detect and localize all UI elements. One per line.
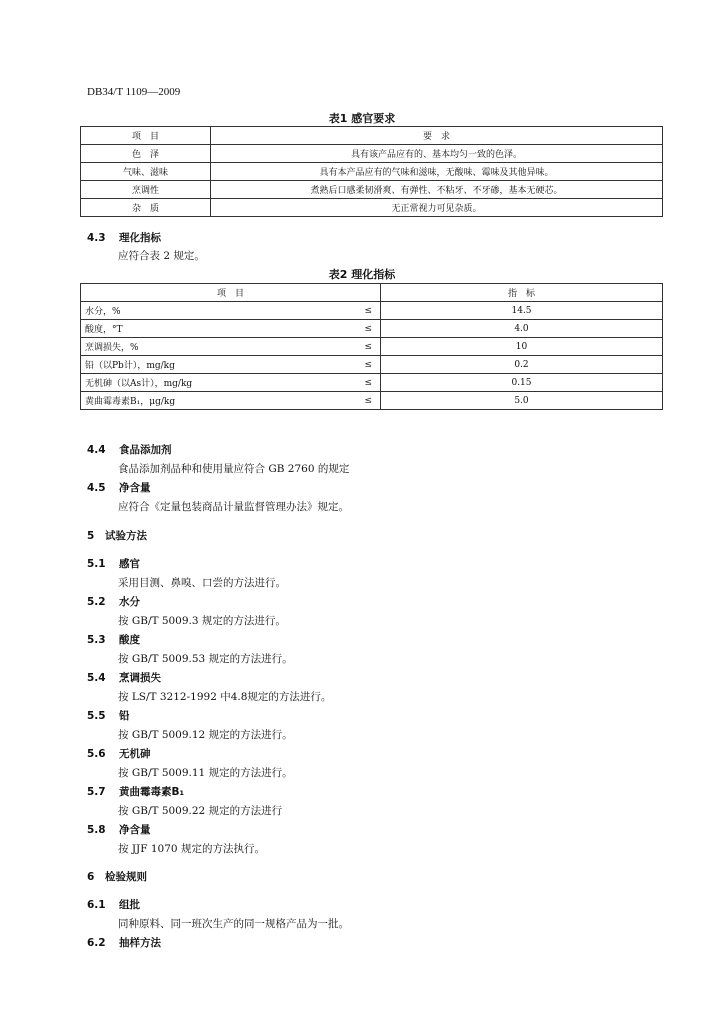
section-5-4-text: 按 LS/T 3212-1992 中4.8规定的方法进行。 (118, 691, 332, 703)
row-comparator: ≤ (281, 356, 381, 374)
section-4-3-text: 应符合表 2 规定。 (118, 250, 205, 262)
row-value: 0.15 (381, 374, 663, 392)
sensory-requirements-table (80, 126, 663, 217)
table-header-row (81, 284, 663, 302)
row-requirement: 煮熟后口感柔韧滑爽、有弹性、不粘牙、不牙碜，基本无硬芯。 (211, 181, 663, 199)
section-5-5-text: 按 GB/T 5009.12 规定的方法进行。 (118, 729, 293, 741)
section-5-4-heading: 5.4 烹调损失 (87, 672, 161, 684)
document-id: DB34/T 1109—2009 (87, 86, 181, 98)
row-requirement: 具有该产品应有的、基本均匀一致的色泽。 (211, 145, 663, 163)
header-requirement: 要 求 (211, 127, 663, 145)
section-5-8-heading: 5.8 净含量 (87, 824, 151, 836)
row-value: 10 (381, 338, 663, 356)
section-4-4-heading: 4.4 食品添加剂 (87, 444, 172, 456)
row-item: 无机砷（以As计），mg/kg (81, 374, 281, 392)
section-5-5-heading: 5.5 铅 (87, 710, 130, 722)
row-item: 铅（以Pb计），mg/kg (81, 356, 281, 374)
table-row (81, 392, 663, 410)
table-row (81, 356, 663, 374)
table2-caption: 表2 理化指标 (328, 268, 396, 281)
row-item: 烹调损失，% (81, 338, 281, 356)
row-requirement: 无正常视力可见杂质。 (211, 199, 663, 217)
row-comparator: ≤ (281, 392, 381, 410)
header-index: 指 标 (381, 284, 663, 302)
row-item: 杂 质 (81, 199, 211, 217)
row-comparator: ≤ (281, 374, 381, 392)
section-5-8-text: 按 JJF 1070 规定的方法执行。 (118, 843, 265, 855)
table-row (81, 163, 663, 181)
section-5-1-heading: 5.1 感官 (87, 558, 140, 570)
section-6-1-heading: 6.1 组批 (87, 899, 140, 911)
table-row (81, 338, 663, 356)
section-5-2-heading: 5.2 水分 (87, 596, 140, 608)
row-value: 0.2 (381, 356, 663, 374)
row-comparator: ≤ (281, 320, 381, 338)
row-item: 气味、滋味 (81, 163, 211, 181)
table-row (81, 320, 663, 338)
section-5-6-heading: 5.6 无机砷 (87, 748, 151, 760)
section-5-3-heading: 5.3 酸度 (87, 634, 140, 646)
table1-caption: 表1 感官要求 (328, 112, 396, 125)
header-item: 项 目 (81, 284, 381, 302)
section-5-7-heading: 5.7 黄曲霉毒素B₁ (87, 786, 185, 798)
section-5-1-text: 采用目测、鼻嗅、口尝的方法进行。 (118, 577, 286, 589)
row-value: 14.5 (381, 302, 663, 320)
section-6-2-heading: 6.2 抽样方法 (87, 937, 161, 949)
table-row (81, 374, 663, 392)
row-comparator: ≤ (281, 338, 381, 356)
section-5-7-text: 按 GB/T 5009.22 规定的方法进行 (118, 805, 283, 817)
section-5-heading: 5 试验方法 (87, 530, 147, 542)
section-4-5-text: 应符合《定量包装商品计量监督管理办法》规定。 (118, 501, 349, 513)
table-row (81, 199, 663, 217)
row-item: 水分，% (81, 302, 281, 320)
table-header-row (81, 127, 663, 145)
table-row (81, 145, 663, 163)
row-value: 5.0 (381, 392, 663, 410)
physicochemical-table (80, 283, 663, 410)
section-4-5-heading: 4.5 净含量 (87, 482, 151, 494)
section-4-3-heading: 4.3 理化指标 (87, 232, 161, 244)
section-4-4-text: 食品添加剂品种和使用量应符合 GB 2760 的规定 (118, 463, 350, 475)
row-requirement: 具有本产品应有的气味和滋味，无酸味、霉味及其他异味。 (211, 163, 663, 181)
section-6-1-text: 同种原料、同一班次生产的同一规格产品为一批。 (118, 918, 349, 930)
section-5-3-text: 按 GB/T 5009.53 规定的方法进行。 (118, 653, 293, 665)
row-comparator: ≤ (281, 302, 381, 320)
row-item: 色 泽 (81, 145, 211, 163)
row-item: 酸度，°T (81, 320, 281, 338)
table-row (81, 302, 663, 320)
row-item: 烹调性 (81, 181, 211, 199)
table-row (81, 181, 663, 199)
section-6-heading: 6 检验规则 (87, 871, 147, 883)
row-value: 4.0 (381, 320, 663, 338)
header-item: 项 目 (81, 127, 211, 145)
section-5-2-text: 按 GB/T 5009.3 规定的方法进行。 (118, 615, 286, 627)
row-item: 黄曲霉毒素B₁，μg/kg (81, 392, 281, 410)
section-5-6-text: 按 GB/T 5009.11 规定的方法进行。 (118, 767, 293, 779)
